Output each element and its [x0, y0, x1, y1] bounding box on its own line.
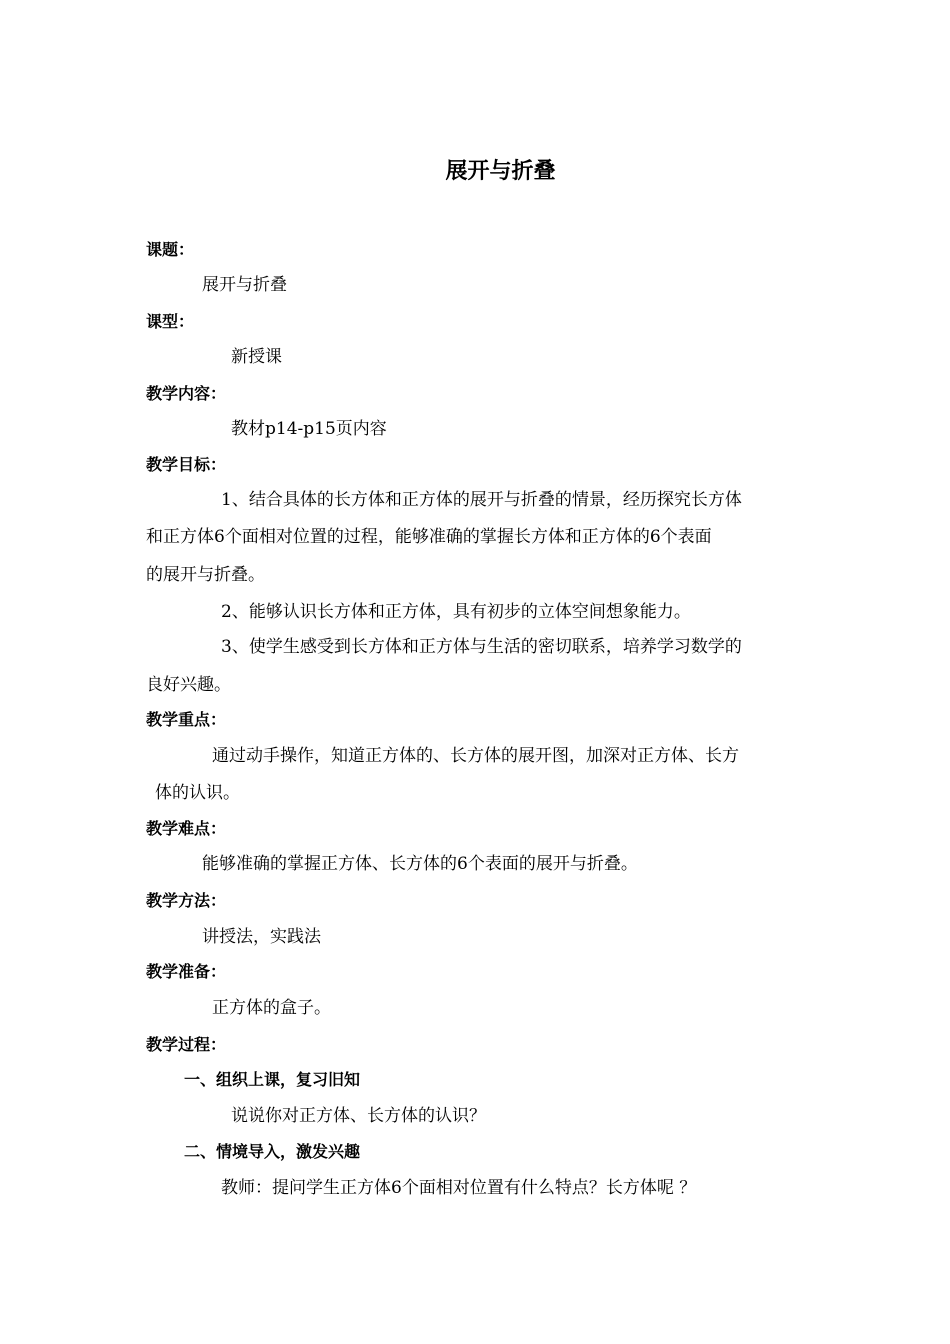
key-points-line: 体的认识。 [155, 783, 240, 803]
preparation-body: 正方体的盒子。 [212, 998, 331, 1018]
process-heading: 教学过程： [146, 1035, 227, 1054]
key-points-line: 通过动手操作，知道正方体的、长方体的展开图，加深对正方体、长方 [212, 746, 739, 766]
process-step-body: 教师：提问学生正方体6个面相对位置有什么特点？长方体呢 ？ [221, 1178, 697, 1198]
document-title: 展开与折叠 [445, 159, 556, 184]
key-points-heading: 教学重点： [146, 710, 227, 729]
objectives-heading: 教学目标： [146, 455, 227, 474]
topic-heading: 课题： [146, 240, 195, 259]
content-heading: 教学内容： [146, 384, 227, 403]
objectives-line: 和正方体6个面相对位置的过程，能够准确的掌握长方体和正方体的6个表面 [146, 527, 712, 547]
process-step-body: 说说你对正方体、长方体的认识？ [231, 1106, 486, 1126]
objectives-line: 1、结合具体的长方体和正方体的展开与折叠的情景，经历探究长方体 [221, 490, 742, 510]
objectives-line: 2、能够认识长方体和正方体，具有初步的立体空间想象能力。 [221, 602, 691, 622]
objectives-line: 3、使学生感受到长方体和正方体与生活的密切联系，培养学习数学的 [221, 637, 742, 657]
topic-body: 展开与折叠 [202, 275, 287, 295]
methods-heading: 教学方法： [146, 891, 227, 910]
process-step-title: 一、组织上课，复习旧知 [184, 1070, 361, 1089]
content-body: 教材p14-p15页内容 [231, 419, 387, 439]
difficulties-heading: 教学难点： [146, 819, 227, 838]
difficulties-body: 能够准确的掌握正方体、长方体的6个表面的展开与折叠。 [202, 854, 638, 874]
lesson-type-heading: 课型： [146, 312, 195, 331]
objectives-line: 良好兴趣。 [146, 675, 231, 695]
process-step-title: 二、情境导入，激发兴趣 [184, 1142, 361, 1161]
methods-body: 讲授法，实践法 [202, 927, 321, 947]
objectives-line: 的展开与折叠。 [146, 565, 265, 585]
preparation-heading: 教学准备： [146, 962, 227, 981]
lesson-type-body: 新授课 [231, 347, 282, 367]
